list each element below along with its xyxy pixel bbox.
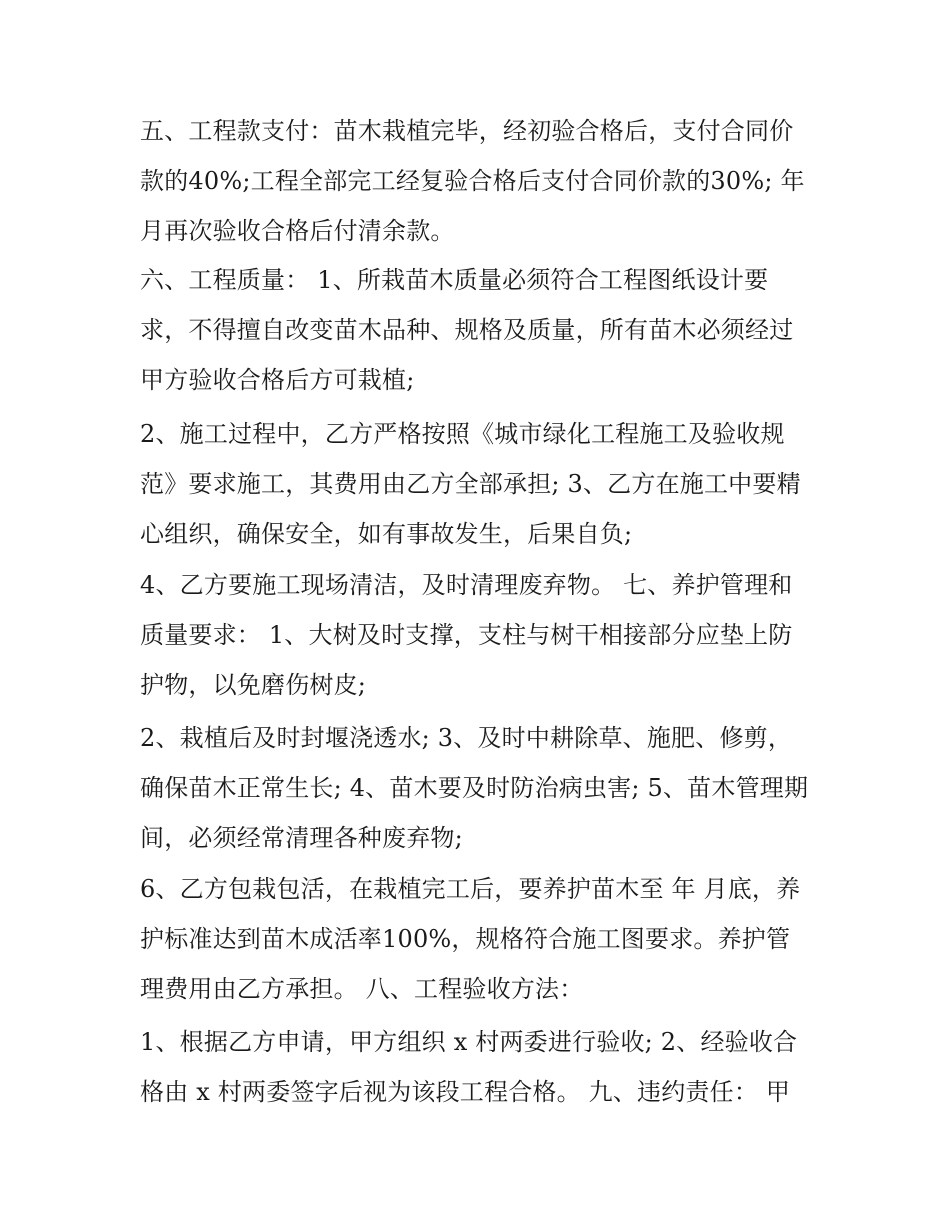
text-line: 护标准达到苗木成活率100%，规格符合施工图要求。养护管 <box>140 925 791 953</box>
text-line: 2、栽植后及时封堰浇透水; 3、及时中耕除草、施肥、修剪， <box>140 724 793 752</box>
text-line: 求，不得擅自改变苗木品种、规格及质量，所有苗木必须经过 <box>140 316 794 344</box>
text-line: 款的40%;工程全部完工经复验合格后支付合同价款的30%; 年 <box>140 167 805 195</box>
text-line: 6、乙方包栽包活，在栽植完工后，要养护苗木至 年 月底，养 <box>140 875 801 903</box>
text-line: 2、施工过程中，乙方严格按照《城市绿化工程施工及验收规 <box>140 420 785 448</box>
text-line: 1、根据乙方申请，甲方组织 x 村两委进行验收; 2、经验收合 <box>140 1028 798 1056</box>
text-line: 确保苗木正常生长; 4、苗木要及时防治病虫害; 5、苗木管理期 <box>140 774 809 802</box>
text-line: 4、乙方要施工现场清洁，及时清理废弃物。 七、养护管理和 <box>140 571 793 599</box>
text-line: 心组织，确保安全，如有事故发生，后果自负; <box>140 520 633 548</box>
text-line: 间，必须经常清理各种废弃物; <box>140 824 463 852</box>
text-line: 甲方验收合格后方可栽植; <box>140 366 415 394</box>
text-line: 月再次验收合格后付清余款。 <box>140 217 455 245</box>
text-line: 五、工程款支付：苗木栽植完毕，经初验合格后，支付合同价 <box>140 117 794 145</box>
text-line: 理费用由乙方承担。 八、工程验收方法： <box>140 975 584 1003</box>
text-line: 护物，以免磨伤树皮; <box>140 671 367 699</box>
text-line: 质量要求： 1、大树及时支撑，支柱与树干相接部分应垫上防 <box>140 621 793 649</box>
text-line: 六、工程质量： 1、所栽苗木质量必须符合工程图纸设计要 <box>140 266 769 294</box>
text-line: 范》要求施工，其费用由乙方全部承担; 3、乙方在施工中要精 <box>140 470 801 498</box>
text-line: 格由 x 村两委签字后视为该段工程合格。 九、违约责任： 甲 <box>140 1078 791 1106</box>
